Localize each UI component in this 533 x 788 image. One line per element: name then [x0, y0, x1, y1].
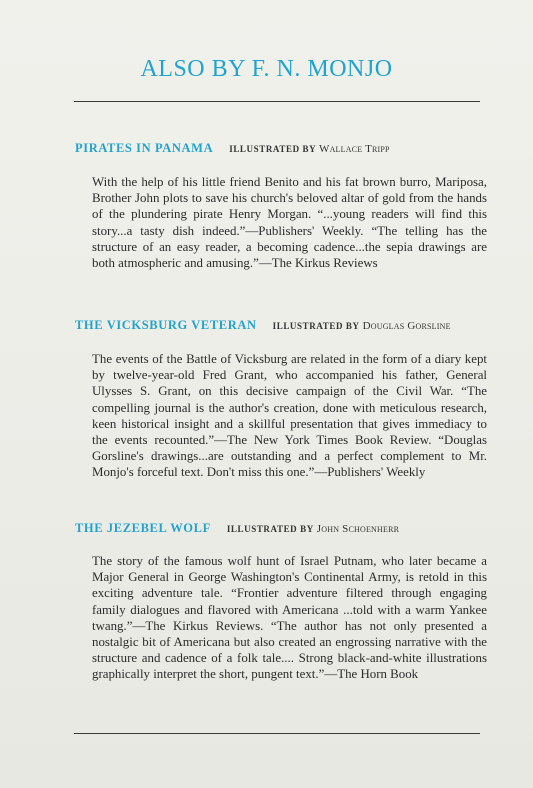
top-divider — [74, 101, 480, 102]
page-title: ALSO BY F. N. MONJO — [140, 56, 393, 82]
book-heading — [75, 521, 495, 536]
book-title: PIRATES IN PANAMA — [75, 141, 214, 155]
book-heading — [75, 141, 495, 156]
illustrator-name: Douglas Gorsline — [362, 320, 451, 332]
book-description: With the help of his little friend Benito and his fat brown burro, Mariposa, Brother John plots to save his church's beloved altar of gold from the hands of the plundering pirate Henry Morgan. “...young readers will find this story...a tasty dish indeed.”—Publishers' Weekly. “The telling has the structure of an easy reader, a becoming cadence...the sepia drawings are both atmospheric and amusing.”—The Kirkus Reviews — [92, 175, 487, 271]
book-heading — [75, 318, 495, 333]
book-description: The events of the Battle of Vicksburg are related in the form of a diary kept by twelve-year-old Fred Grant, who accompanied his father, General Ulysses S. Grant, on this decisive campaign of the Civil War. “The compelling journal is the author's creation, done with meticulous research, keen historical insight and a skillful presentation that gives immediacy to the events recounted.”—The New York Times Book Review. “Douglas Gorsline's drawings...are outstanding and a perfect complement to Mr. Monjo's forceful text. Don't miss this one.”—Publishers' Weekly — [92, 352, 487, 480]
illustrator-credit — [227, 523, 399, 535]
illustrator-credit — [273, 320, 451, 332]
illustrator-name: John Schoenherr — [316, 523, 400, 535]
book-description: The story of the famous wolf hunt of Israel Putnam, who later became a Major General in George Washington's Continental Army, is retold in this exciting adventure tale. “Frontier adventure filtered through engaging family dialogues and flavored with Americana ...told with a warm Yankee twang.”—The Kirkus Reviews. “The author has not only presented a nostalgic bit of Americana but also created an engrossing narrative with the structure and cadence of a folk tale.... Strong black-and-white illustrations graphically interpret the short, pungent text.”—The Horn Book — [92, 554, 487, 682]
bottom-divider — [74, 733, 480, 734]
book-title: THE VICKSBURG VETERAN — [75, 318, 257, 332]
book-title: THE JEZEBEL WOLF — [75, 521, 211, 535]
illustrator-name: Wallace Tripp — [319, 143, 390, 155]
illustrated-by-label: ILLUSTRATED BY — [226, 524, 314, 534]
illustrated-by-label: ILLUSTRATED BY — [229, 144, 317, 154]
illustrated-by-label: ILLUSTRATED BY — [272, 321, 360, 331]
illustrator-credit — [229, 143, 389, 155]
